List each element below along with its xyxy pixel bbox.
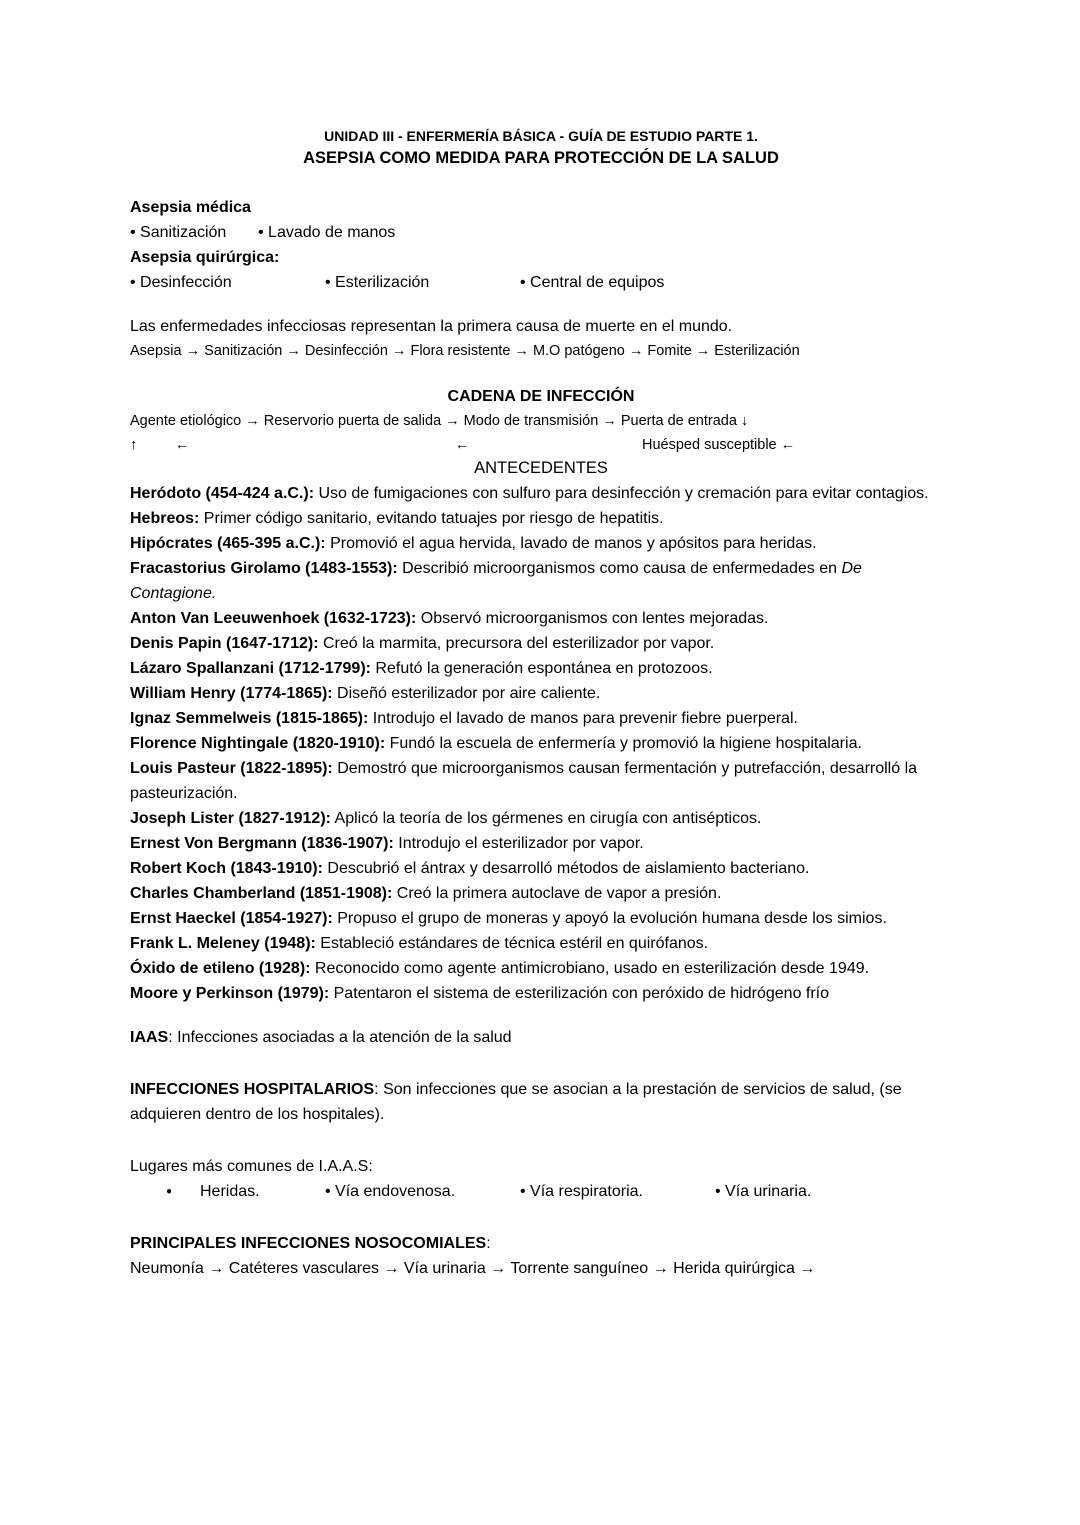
antecedente-meleney	[130, 931, 952, 956]
infecciones-hospitalarias-text: : Son infecciones que se asocian a la prestación de servicios de salud, (se adquieren dentro de los hospitales).	[130, 1081, 902, 1123]
entry-name: Charles Chamberland (1851-1908):	[130, 885, 393, 902]
entry-desc: Fundó la escuela de enfermería y promovió la higiene hospitalaria.	[385, 735, 862, 752]
entry-italic-title: De Contagione.	[130, 560, 862, 602]
infecciones-hospitalarias-definition	[130, 1077, 952, 1127]
antecedente-henry	[130, 681, 952, 706]
bullet-item: Heridas.	[200, 1183, 260, 1200]
entry-name: Anton Van Leeuwenhoek (1632-1723):	[130, 610, 417, 627]
entry-name: Moore y Perkinson (1979):	[130, 985, 330, 1002]
entry-desc: Diseñó esterilizador por aire caliente.	[332, 685, 601, 702]
entry-desc: Demostró que microorganismos causan fermentación y putrefacción, desarrolló la pasteurización.	[130, 760, 918, 802]
entry-name: Louis Pasteur (1822-1895):	[130, 760, 333, 777]
asepsia-medica-items	[130, 220, 952, 245]
entry-name: Ignaz Semmelweis (1815-1865):	[130, 710, 369, 727]
bullet-item: • Vía urinaria.	[715, 1183, 812, 1200]
antecedente-moore-perkinson	[130, 981, 952, 1006]
section-cadena-infeccion	[130, 384, 952, 481]
antecedente-lister	[130, 806, 952, 831]
document-title-line1: UNIDAD III - ENFERMERÍA BÁSICA - GUÍA DE ESTUDIO PARTE 1.	[324, 128, 758, 144]
entry-name: Ernest Von Bergmann (1836-1907):	[130, 835, 394, 852]
asepsia-flow-chain: Asepsia → Sanitización → Desinfección → Flora resistente → M.O patógeno → Fomite → Esterilización	[130, 343, 800, 359]
entry-desc: Introdujo el lavado de manos para prevenir fiebre puerperal.	[368, 710, 798, 727]
antecedente-oxido-etileno	[130, 956, 952, 981]
bullet-item: • Desinfección	[130, 274, 232, 291]
lugares-items	[130, 1179, 952, 1204]
antecedente-papin	[130, 631, 952, 656]
entry-desc: Propuso el grupo de moneras y apoyó la evolución humana desde los simios.	[332, 910, 887, 927]
entry-desc: Refutó la generación espontánea en protozoos.	[370, 660, 713, 677]
antecedentes-list	[130, 481, 952, 1006]
entry-name: William Henry (1774-1865):	[130, 685, 333, 702]
bullet-item: • Esterilización	[325, 274, 430, 291]
bullet-item: • Vía endovenosa.	[325, 1183, 456, 1200]
entry-desc: Creó la marmita, precursora del esterilizador por vapor.	[318, 635, 715, 652]
up-arrow-icon: ↑	[130, 437, 138, 453]
entry-name: Robert Koch (1843-1910):	[130, 860, 323, 877]
entry-desc: Estableció estándares de técnica estéril en quirófanos.	[315, 935, 709, 952]
entry-desc: Descubrió el ántrax y desarrolló métodos de aislamiento bacteriano.	[322, 860, 810, 877]
intro-sentence: Las enfermedades infecciosas representan la primera causa de muerte en el mundo.	[130, 318, 733, 335]
bullet-item: • Sanitización	[130, 224, 227, 241]
entry-name: Fracastorius Girolamo (1483-1553):	[130, 560, 398, 577]
cadena-flow-line: Agente etiológico → Reservorio puerta de salida → Modo de transmisión → Puerta de entrada ↓	[130, 413, 749, 429]
antecedente-koch	[130, 856, 952, 881]
infecciones-hospitalarias-label: INFECCIONES HOSPITALARIOS	[130, 1081, 375, 1098]
iaas-text: : Infecciones asociadas a la atención de la salud	[168, 1029, 512, 1046]
document-page	[130, 0, 952, 1281]
antecedente-chamberland	[130, 881, 952, 906]
cadena-arrows-row	[130, 434, 952, 456]
entry-desc: Primer código sanitario, evitando tatuajes por riesgo de hepatitis.	[199, 510, 664, 527]
entry-name: Florence Nightingale (1820-1910):	[130, 735, 386, 752]
entry-desc: Introdujo el esterilizador por vapor.	[393, 835, 644, 852]
cadena-heading: CADENA DE INFECCIÓN	[447, 388, 635, 405]
left-arrow-icon: ←	[175, 437, 190, 453]
antecedente-semmelweis	[130, 706, 952, 731]
iaas-definition	[130, 1025, 952, 1050]
entry-name: Frank L. Meleney (1948):	[130, 935, 316, 952]
document-title-line2: ASEPSIA COMO MEDIDA PARA PROTECCIÓN DE LA SALUD	[303, 149, 779, 167]
bullet-item: • Lavado de manos	[258, 224, 396, 241]
huesped-susceptible-label: Huésped susceptible ←	[642, 437, 796, 453]
antecedente-fracastorius	[130, 556, 952, 606]
section-nosocomiales	[130, 1231, 952, 1281]
section-intro	[130, 314, 952, 364]
antecedente-herodoto	[130, 481, 952, 506]
entry-desc: Uso de fumigaciones con sulfuro para desinfección y cremación para evitar contagios.	[314, 485, 929, 502]
nosocomiales-flow-chain: Neumonía → Catéteres vasculares → Vía urinaria → Torrente sanguíneo → Herida quirúrgica →	[130, 1260, 816, 1277]
list-bullet-icon: ●	[166, 1186, 173, 1197]
antecedente-hebreos	[130, 506, 952, 531]
asepsia-quirurgica-items	[130, 270, 952, 295]
asepsia-quirurgica-heading: Asepsia quirúrgica:	[130, 249, 280, 266]
antecedente-haeckel	[130, 906, 952, 931]
entry-name: Denis Papin (1647-1712):	[130, 635, 319, 652]
section-lugares-iaas	[130, 1154, 952, 1204]
iaas-label: IAAS	[130, 1029, 169, 1046]
entry-name: Hebreos:	[130, 510, 200, 527]
antecedente-spallanzani	[130, 656, 952, 681]
antecedente-nightingale	[130, 731, 952, 756]
nosocomiales-label: PRINCIPALES INFECCIONES NOSOCOMIALES	[130, 1235, 487, 1252]
antecedente-pasteur	[130, 756, 952, 806]
lugares-heading: Lugares más comunes de I.A.A.S:	[130, 1158, 373, 1175]
bullet-item: • Central de equipos	[520, 274, 665, 291]
entry-name: Ernst Haeckel (1854-1927):	[130, 910, 333, 927]
antecedentes-heading: ANTECEDENTES	[474, 459, 608, 477]
antecedente-leeuwenhoek	[130, 606, 952, 631]
antecedente-hipocrates	[130, 531, 952, 556]
entry-name: Heródoto (454-424 a.C.):	[130, 485, 315, 502]
entry-desc: Reconocido como agente antimicrobiano, usado en esterilización desde 1949.	[310, 960, 870, 977]
entry-desc: Observó microorganismos con lentes mejoradas.	[416, 610, 769, 627]
nosocomiales-heading	[130, 1231, 952, 1256]
entry-desc: Patentaron el sistema de esterilización con peróxido de hidrógeno frío	[329, 985, 830, 1002]
entry-name: Lázaro Spallanzani (1712-1799):	[130, 660, 371, 677]
section-asepsia	[130, 195, 952, 295]
antecedente-bergmann	[130, 831, 952, 856]
entry-name: Óxido de etileno (1928):	[130, 960, 311, 977]
entry-name: Joseph Lister (1827-1912):	[130, 810, 331, 827]
asepsia-medica-heading: Asepsia médica	[130, 199, 251, 216]
entry-desc: Describió microorganismos como causa de enfermedades en	[397, 560, 842, 577]
bullet-item: • Vía respiratoria.	[520, 1183, 643, 1200]
left-arrow-icon: ←	[455, 437, 470, 453]
entry-desc: Promovió el agua hervida, lavado de manos y apósitos para heridas.	[325, 535, 817, 552]
entry-desc: Aplicó la teoría de los gérmenes en cirugía con antisépticos.	[330, 810, 762, 827]
entry-desc: Creó la primera autoclave de vapor a presión.	[392, 885, 722, 902]
entry-name: Hipócrates (465-395 a.C.):	[130, 535, 326, 552]
nosocomiales-colon: :	[486, 1235, 491, 1252]
